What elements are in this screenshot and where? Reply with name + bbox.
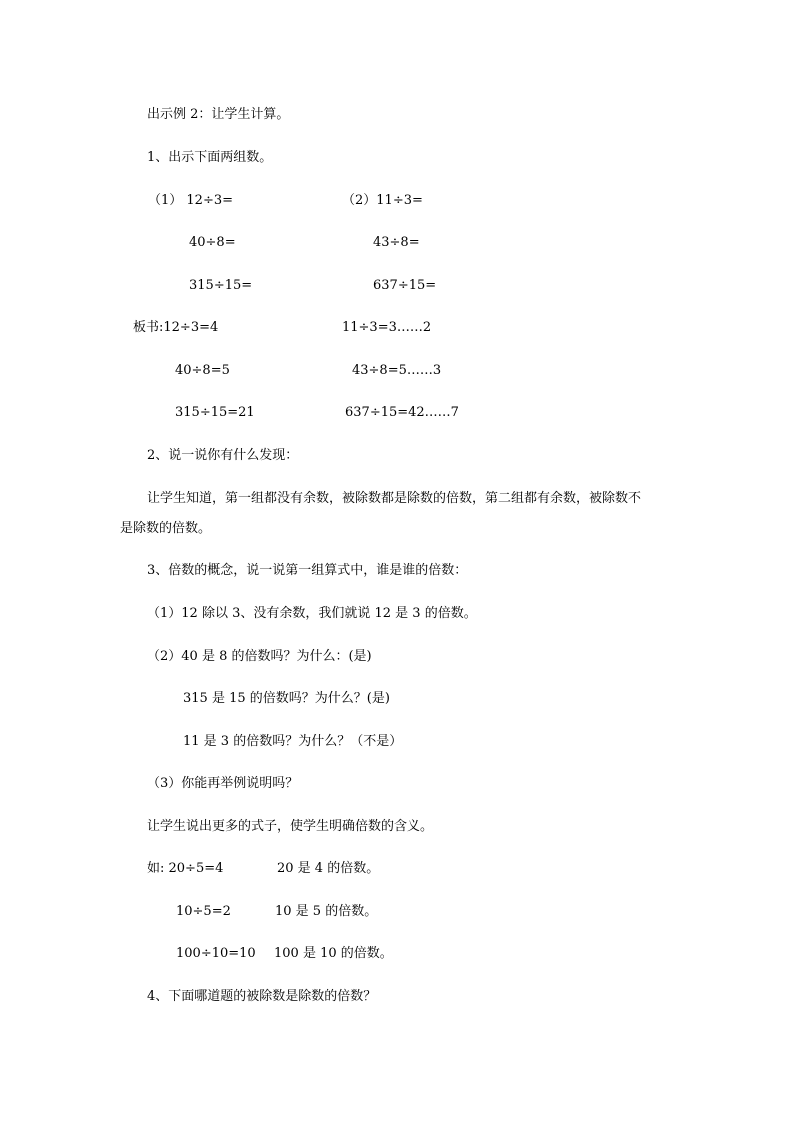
text-line: 如: 20÷5=4 — [147, 861, 224, 876]
text-line: （1）12 除以 3、没有余数，我们就说 12 是 3 的倍数。 — [147, 606, 477, 621]
text-line: 637÷15=42……7 — [345, 405, 459, 420]
text-line: 板书:12÷3=4 — [133, 320, 219, 335]
text-line: 100 是 10 的倍数。 — [274, 946, 393, 961]
text-line: 40÷8= — [189, 235, 236, 250]
text-line: 20 是 4 的倍数。 — [277, 861, 380, 876]
text-line: 315÷15=21 — [175, 405, 255, 420]
text-line: 43÷8= — [373, 235, 420, 250]
text-line: 2、说一说你有什么发现： — [147, 448, 299, 463]
text-line: 是除数的倍数。 — [120, 521, 212, 536]
text-line: 315 是 15 的倍数吗？为什么？(是) — [183, 691, 390, 706]
text-line: 11 是 3 的倍数吗？为什么？（不是） — [183, 734, 403, 749]
text-line: 315÷15= — [189, 278, 253, 293]
text-line: 100÷10=10 — [176, 946, 256, 961]
text-line: （2）11÷3= — [342, 193, 423, 208]
text-line: （2）40 是 8 的倍数吗？为什么：(是) — [147, 649, 372, 664]
text-line: 让学生说出更多的式子，使学生明确倍数的含义。 — [147, 819, 434, 834]
text-line: 让学生知道，第一组都没有余数，被除数都是除数的倍数，第二组都有余数，被除数不 — [147, 491, 642, 506]
text-line: 10÷5=2 — [176, 904, 231, 919]
text-line: 4、下面哪道题的被除数是除数的倍数？ — [147, 989, 377, 1004]
text-line: 出示例 2：让学生计算。 — [147, 107, 290, 122]
text-line: 1、出示下面两组数。 — [147, 150, 273, 165]
text-line: （3）你能再举例说明吗？ — [147, 776, 299, 791]
text-line: 3、倍数的概念，说一说第一组算式中，谁是谁的倍数： — [147, 563, 468, 578]
text-line: （1） 12÷3= — [148, 193, 234, 208]
text-line: 43÷8=5……3 — [352, 363, 442, 378]
text-line: 10 是 5 的倍数。 — [275, 904, 378, 919]
text-line: 11÷3=3……2 — [342, 320, 432, 335]
text-line: 40÷8=5 — [175, 363, 230, 378]
text-line: 637÷15= — [373, 278, 437, 293]
